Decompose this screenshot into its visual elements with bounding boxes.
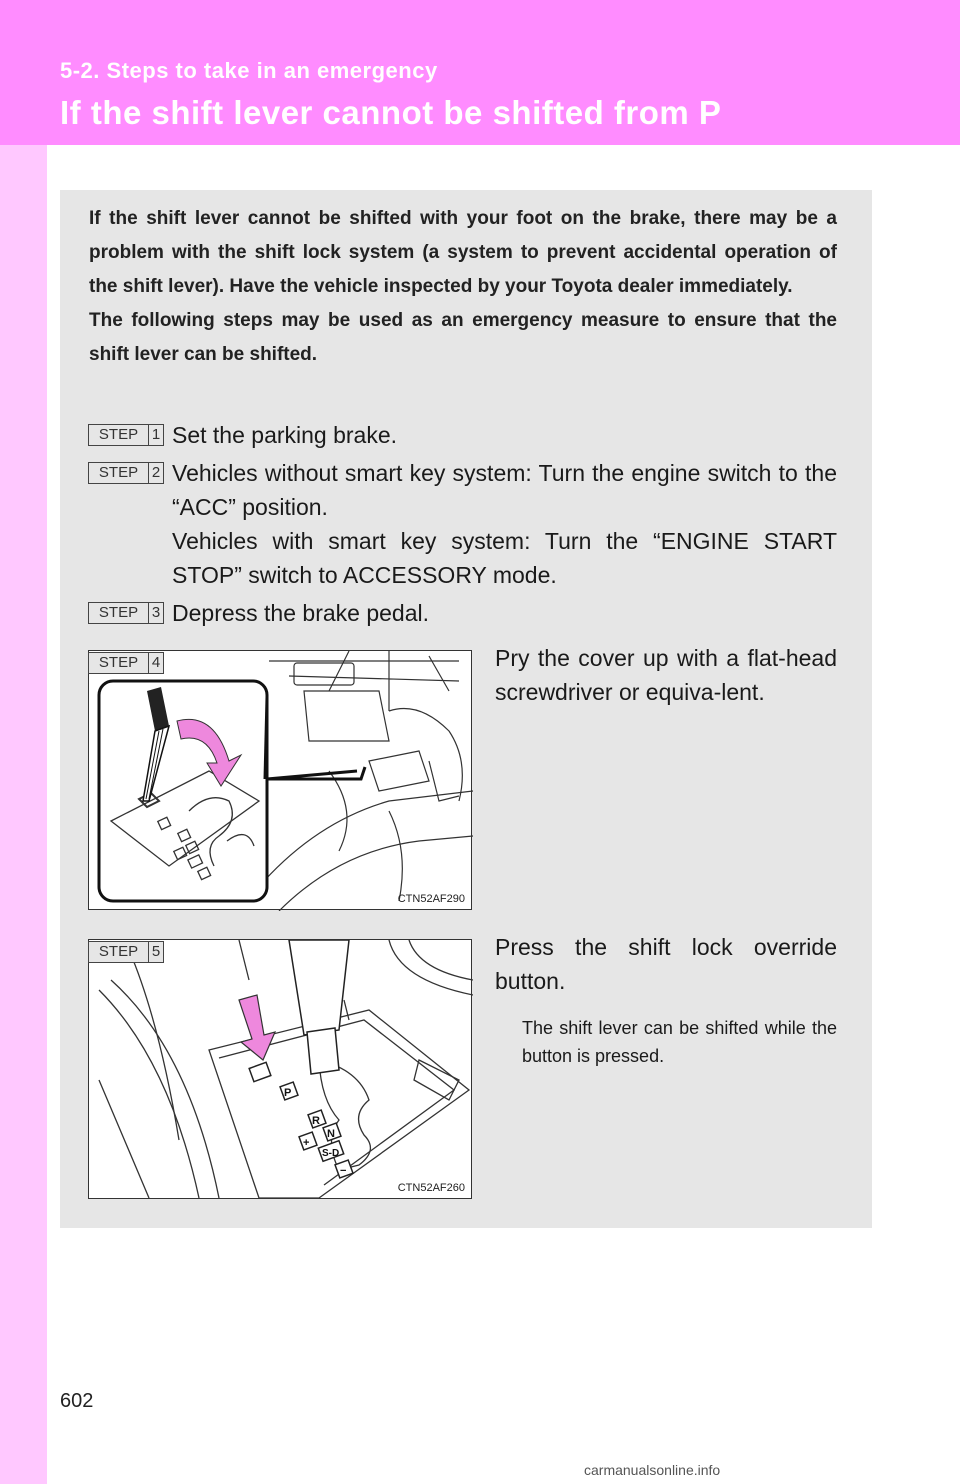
step-1-text: Set the parking brake.: [172, 422, 398, 448]
step-badge-1: [88, 424, 164, 446]
step-word: STEP: [89, 463, 149, 483]
step-5-note: The shift lever can be shifted while the button is pressed.: [522, 1018, 837, 1066]
step-word: STEP: [89, 653, 149, 673]
step-word: STEP: [89, 425, 149, 445]
step-number: 3: [151, 604, 161, 621]
step-badge-5: [88, 941, 164, 963]
figure-step-4: [88, 650, 472, 910]
step-badge-2: [88, 462, 164, 484]
gear-label-minus: −: [340, 1165, 347, 1177]
gear-label-r: R: [312, 1115, 320, 1127]
intro-paragraph-2: The following steps may be used as an emergency measure to ensure that the shift lever can be shifted.: [89, 310, 837, 365]
step-word: STEP: [89, 942, 149, 962]
page-number: 602: [60, 1390, 94, 1412]
figure-code: CTN52AF260: [397, 1182, 465, 1194]
step-badge-3: [88, 602, 164, 624]
gear-label-n: N: [327, 1128, 335, 1140]
step-number: 5: [151, 943, 161, 960]
step-badge-4: [88, 652, 164, 674]
gear-label-plus: +: [303, 1137, 310, 1149]
step-2-text: [172, 456, 837, 592]
step-2-line-2: Vehicles with smart key system: Turn the “ENGINE START STOP” switch to ACCESSORY mode.: [172, 528, 837, 588]
step-4-text: Pry the cover up with a flat-head screwdriver or equiva-lent.: [495, 645, 837, 705]
step-3-text: Depress the brake pedal.: [172, 600, 429, 626]
page-header: [0, 0, 960, 145]
step-number: 1: [151, 426, 161, 443]
gear-label-p: P: [284, 1087, 292, 1099]
step-word: STEP: [89, 603, 149, 623]
gear-label-sd: S-D: [322, 1148, 340, 1159]
section-label: 5-2. Steps to take in an emergency: [60, 58, 438, 83]
step-5-text: Press the shift lock override button.: [495, 934, 837, 994]
watermark: carmanualsonline.info: [584, 1462, 721, 1478]
figure-step-5: [88, 939, 472, 1199]
figure-code: CTN52AF290: [397, 893, 465, 905]
intro-text: [89, 202, 837, 372]
page-title: If the shift lever cannot be shifted from P: [60, 94, 722, 131]
intro-paragraph-1: If the shift lever cannot be shifted with your foot on the brake, there may be a problem with the shift lock system (a system to prevent accidental operation of the shift lever). Have the vehicle inspected by your Toyota dealer immediately.: [89, 208, 837, 297]
shifter-illustration: [89, 940, 473, 1200]
step-2-line-1: Vehicles without smart key system: Turn the engine switch to the “ACC” position.: [172, 460, 837, 520]
step-number: 4: [151, 654, 161, 671]
step-number: 2: [151, 464, 161, 481]
side-strip: [0, 0, 47, 1484]
console-illustration: [89, 651, 473, 911]
